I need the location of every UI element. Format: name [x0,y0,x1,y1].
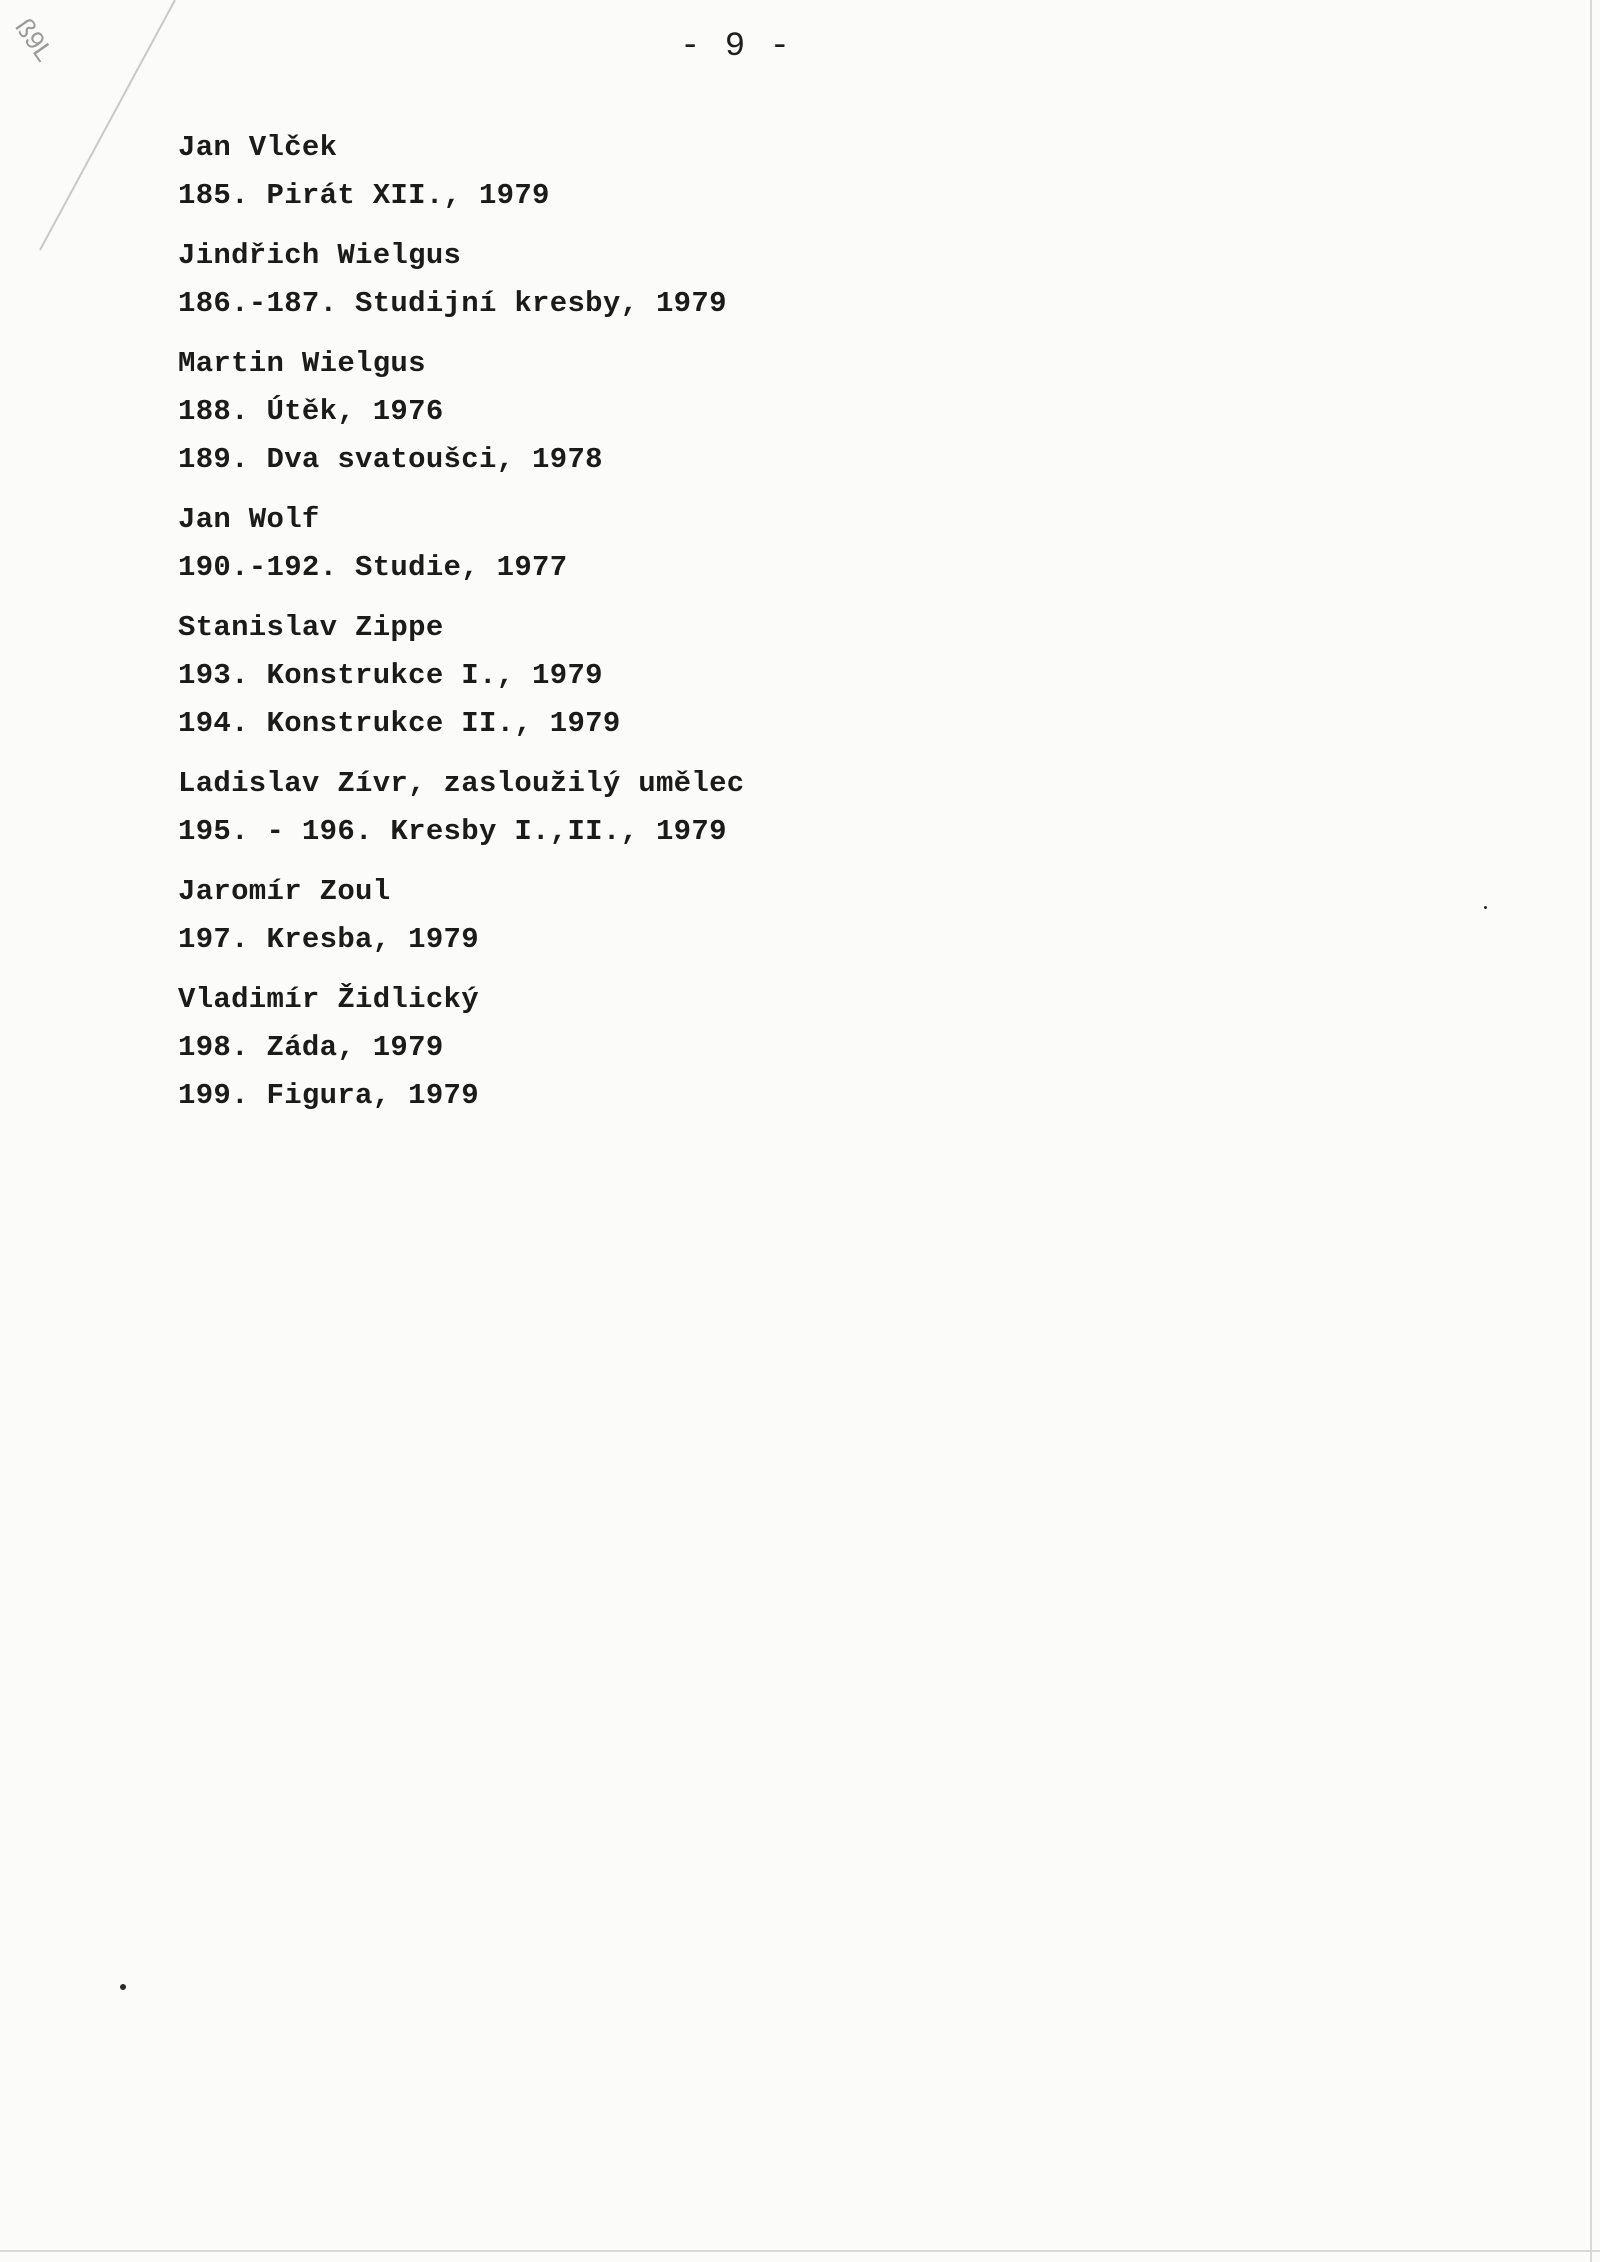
artist-name: Jan Wolf [178,503,320,536]
artist-list [178,124,745,1132]
artist-entry [178,232,745,328]
artist-entry [178,496,745,592]
artist-name: Jaromír Zoul [178,875,391,908]
paper-edge-shadow [0,2250,1600,2252]
artist-entry [178,124,745,220]
work-line: 193. Konstrukce I., 1979 [178,659,603,692]
corner-stamp-text: ß9L [9,12,60,67]
artist-entry [178,760,745,856]
work-line: 190.-192. Studie, 1977 [178,551,568,584]
work-line: 195. - 196. Kresby I.,II., 1979 [178,815,727,848]
artist-entry [178,604,745,748]
artist-entry [178,868,745,964]
paper-speck [120,1984,126,1990]
artist-name: Jindřich Wielgus [178,239,462,272]
work-line: 188. Útěk, 1976 [178,395,444,428]
artist-entry [178,976,745,1120]
work-line: 199. Figura, 1979 [178,1079,479,1112]
artist-name: Vladimír Židlický [178,983,479,1016]
page-number: - 9 - [680,28,793,66]
artist-entry [178,340,745,484]
artist-name: Ladislav Zívr, zasloužilý umělec [178,767,745,800]
artist-name: Stanislav Zippe [178,611,444,644]
work-line: 198. Záda, 1979 [178,1031,444,1064]
work-line: 197. Kresba, 1979 [178,923,479,956]
artist-name: Martin Wielgus [178,347,426,380]
corner-stamp-mark [0,0,200,260]
work-line: 186.-187. Studijní kresby, 1979 [178,287,727,320]
work-line: 194. Konstrukce II., 1979 [178,707,621,740]
artist-name: Jan Vlček [178,131,338,164]
paper-edge-shadow [1590,0,1592,2262]
work-line: 189. Dva svatoušci, 1978 [178,443,603,476]
paper-speck [1484,906,1487,909]
work-line: 185. Pirát XII., 1979 [178,179,550,212]
